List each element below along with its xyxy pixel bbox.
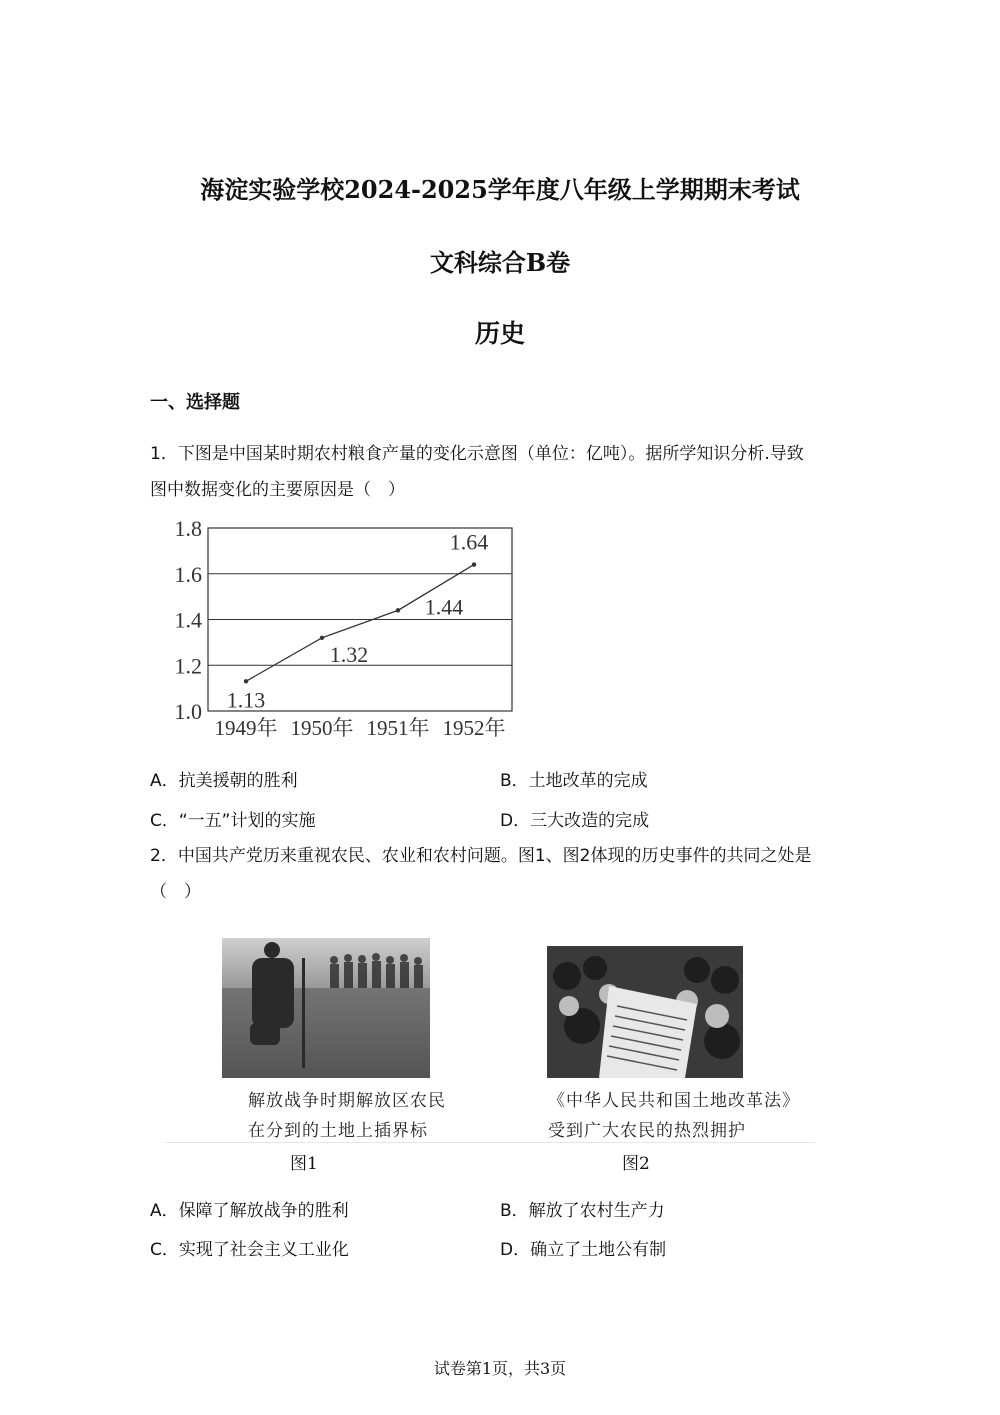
figure-divider [165,1142,815,1143]
data-label: 1.44 [424,594,464,620]
exam-title: 海淀实验学校2024-2025学年度八年级上学期期末考试 [200,175,800,204]
data-point [472,562,476,566]
grain-output-chart [165,518,525,748]
subject-title: 历史 [474,319,525,348]
question-1-line1: 1．下图是中国某时期农村粮食产量的变化示意图（单位：亿吨）。据所学知识分析.导致 [150,444,804,464]
q1-option-c[interactable]: C．“一五”计划的实施 [150,811,316,831]
figure-1-label: 图1 [290,1154,318,1174]
page-footer: 试卷第1页，共3页 [433,1359,567,1378]
question-2-line1: 2．中国共产党历来重视农民、农业和农村问题。图1、图2体现的历史事件的共同之处是 [150,846,812,866]
figure-2-caption-line2: 受到广大农民的热烈拥护 [548,1121,746,1141]
exam-subtitle: 文科综合B卷 [429,248,571,277]
x-tick-label: 1950年 [290,716,354,740]
x-tick-label: 1952年 [442,716,506,740]
q2-option-d[interactable]: D．确立了土地公有制 [500,1240,667,1260]
data-point [320,636,324,640]
figure-2-photo [547,946,743,1082]
data-label: 1.64 [449,529,489,555]
y-tick-label: 1.4 [174,607,202,633]
figure-2-label: 图2 [622,1154,650,1174]
x-tick-label: 1949年 [214,716,278,740]
data-point [396,608,400,612]
question-2-stem [150,838,850,910]
figure-1-caption-line2: 在分到的土地上插界标 [248,1121,428,1141]
figure-1-caption-line1: 解放战争时期解放区农民 [248,1091,446,1111]
y-tick-label: 1.6 [174,561,202,587]
data-label: 1.32 [329,641,369,667]
y-tick-label: 1.8 [174,518,202,541]
q1-option-a[interactable]: A．抗美援朝的胜利 [150,771,298,791]
data-label: 1.13 [226,687,266,713]
question-2-line2: （ ） [150,882,201,902]
y-tick-label: 1.0 [174,699,202,724]
q1-option-d[interactable]: D．三大改造的完成 [500,811,650,831]
y-tick-label: 1.2 [174,653,202,679]
q2-option-b[interactable]: B．解放了农村生产力 [500,1201,665,1221]
section-title: 一、选择题 [150,392,240,413]
q2-option-c[interactable]: C．实现了社会主义工业化 [150,1240,349,1260]
figure-2-caption-line1: 《中华人民共和国土地改革法》 [548,1091,800,1111]
q1-option-b[interactable]: B．土地改革的完成 [500,771,648,791]
question-1-stem [150,436,850,508]
figure-1-photo [222,938,430,1082]
data-point [244,679,248,683]
x-tick-label: 1951年 [366,716,430,740]
question-1-line2: 图中数据变化的主要原因是（ ） [150,480,405,500]
q2-option-a[interactable]: A．保障了解放战争的胜利 [150,1201,349,1221]
